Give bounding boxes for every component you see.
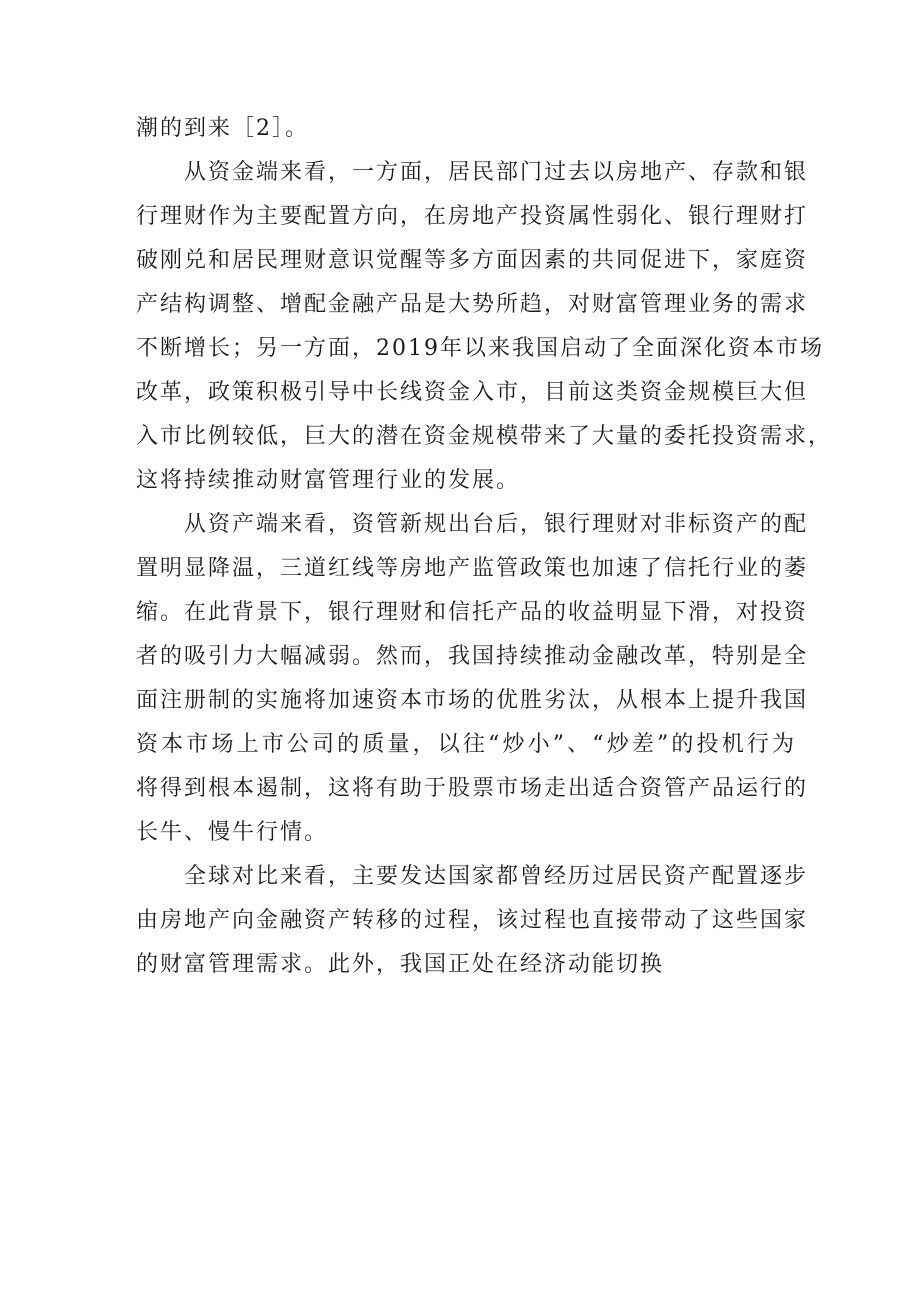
text-line: 破刚兑和居民理财意识觉醒等多方面因素的共同促进下，家庭资 [136,248,809,273]
text-line: 长牛、慢牛行情。 [136,820,329,845]
text-line: 面注册制的实施将加速资本市场的优胜劣汰，从根本上提升我国 [136,688,809,713]
text-line: 者的吸引力大幅减弱。然而，我国持续推动金融改革，特别是全 [136,644,809,669]
body-text [136,107,833,987]
text-line: 不断增长；另一方面，2019年以来我国启动了全面深化资本市场 [136,336,824,361]
text-line: 将得到根本遏制，这将有助于股票市场走出适合资管产品运行的 [136,776,809,801]
text-line: 置明显降温，三道红线等房地产监管政策也加速了信托行业的萎 [136,556,809,581]
text-line: 产结构调整、增配金融产品是大势所趋，对财富管理业务的需求 [136,292,809,317]
text-line: 的财富管理需求。此外，我国正处在经济动能切换 [136,952,665,977]
text-line: 这将持续推动财富管理行业的发展。 [136,468,521,493]
text-line: 行理财作为主要配置方向，在房地产投资属性弱化、银行理财打 [136,204,809,229]
text-line: 入市比例较低，巨大的潜在资金规模带来了大量的委托投资需求， [136,424,833,449]
text-line: 从资金端来看，一方面，居民部门过去以房地产、存款和银 [184,160,809,185]
text-line: 改革，政策积极引导中长线资金入市，目前这类资金规模巨大但 [136,380,809,405]
text-line: 潮的到来［2］。 [136,116,309,141]
text-line: 缩。在此背景下，银行理财和信托产品的收益明显下滑，对投资 [136,600,809,625]
text-line: 由房地产向金融资产转移的过程，该过程也直接带动了这些国家 [136,908,809,933]
text-line: 全球对比来看，主要发达国家都曾经历过居民资产配置逐步 [184,864,809,889]
text-line: 资本市场上市公司的质量，以往“炒小”、“炒差”的投机行为 [136,732,796,757]
text-line: 从资产端来看，资管新规出台后，银行理财对非标资产的配 [184,512,809,537]
